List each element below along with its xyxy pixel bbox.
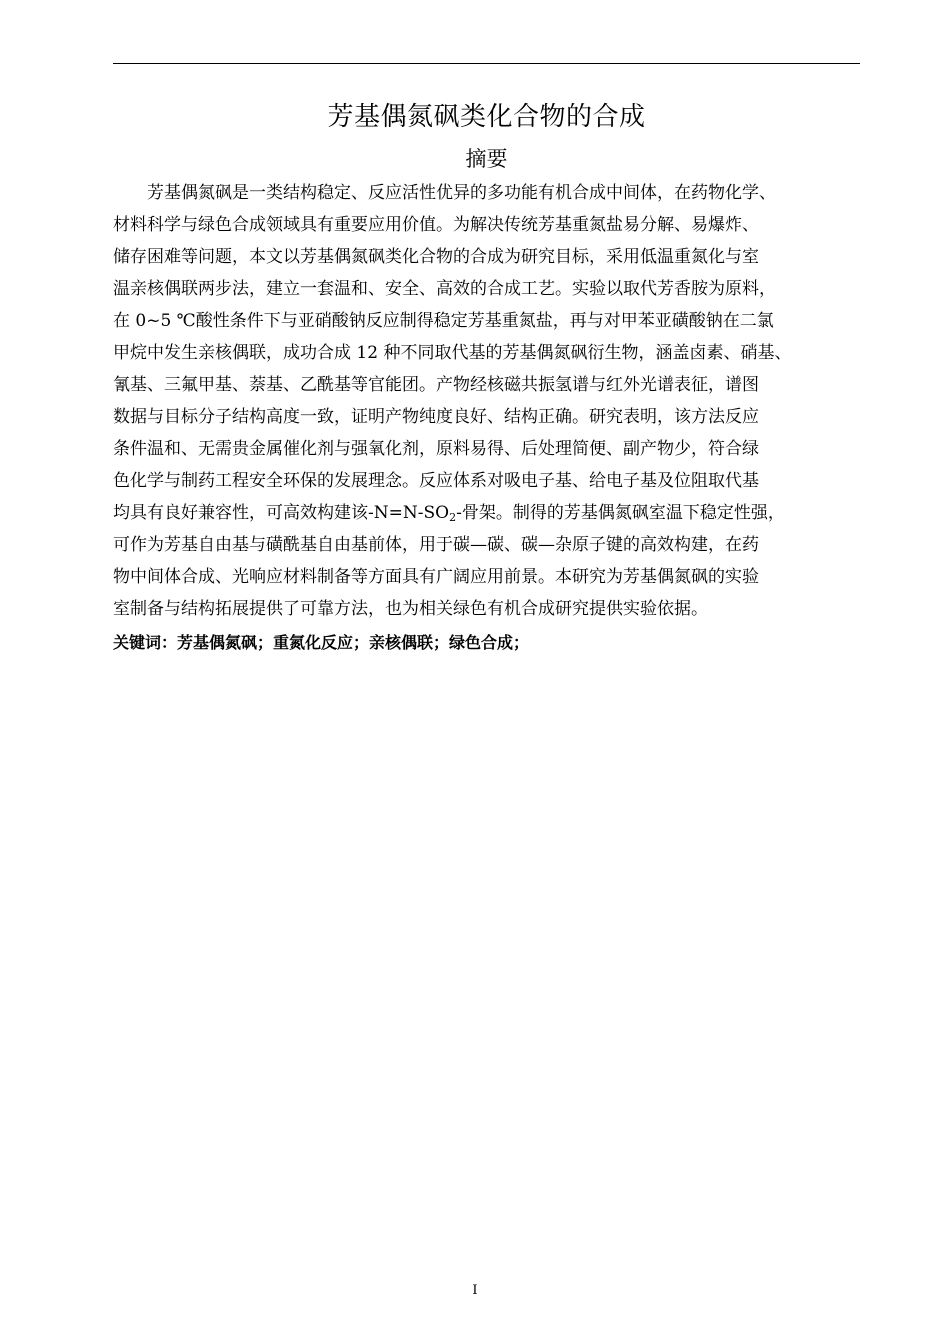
formula-text-before: 均具有良好兼容性，可高效构建该-N=N-SO bbox=[113, 503, 450, 523]
abstract-line: 芳基偶氮砜是一类结构稳定、反应活性优异的多功能有机合成中间体，在药物化学、 bbox=[147, 183, 776, 203]
abstract-line: 温亲核偶联两步法，建立一套温和、安全、高效的合成工艺。实验以取代芳香胺为原料， bbox=[113, 279, 776, 299]
keywords: 关键词：芳基偶氮砜；重氮化反应；亲核偶联；绿色合成； bbox=[113, 633, 530, 652]
abstract-line: 氰基、三氟甲基、萘基、乙酰基等官能团。产物经核磁共振氢谱与红外光谱表征，谱图 bbox=[113, 375, 759, 395]
abstract-line: 材料科学与绿色合成领域具有重要应用价值。为解决传统芳基重氮盐易分解、易爆炸、 bbox=[113, 215, 759, 235]
page-number: I bbox=[472, 1283, 478, 1298]
header-rule bbox=[113, 63, 860, 64]
abstract-line: 在 0~5 ℃酸性条件下与亚硝酸钠反应制得稳定芳基重氮盐，再与对甲苯亚磺酸钠在二氯 bbox=[113, 311, 774, 331]
abstract-line: 色化学与制药工程安全环保的发展理念。反应体系对吸电子基、给电子基及位阻取代基 bbox=[113, 471, 759, 491]
abstract-line: 室制备与结构拓展提供了可靠方法，也为相关绿色有机合成研究提供实验依据。 bbox=[113, 599, 708, 619]
abstract-body bbox=[113, 177, 860, 659]
abstract-line: 储存困难等问题，本文以芳基偶氮砜类化合物的合成为研究目标，采用低温重氮化与室 bbox=[113, 247, 759, 267]
abstract-line: 条件温和、无需贵金属催化剂与强氧化剂，原料易得、后处理简便、副产物少，符合绿 bbox=[113, 439, 759, 459]
abstract-heading: 摘要 bbox=[465, 147, 508, 171]
abstract-line: 可作为芳基自由基与磺酰基自由基前体，用于碳—碳、碳—杂原子键的高效构建，在药 bbox=[113, 535, 759, 555]
abstract-line: 数据与目标分子结构高度一致，证明产物纯度良好、结构正确。研究表明，该方法反应 bbox=[113, 407, 759, 427]
abstract-line-formula bbox=[113, 497, 860, 529]
abstract-line: 甲烷中发生亲核偶联，成功合成 12 种不同取代基的芳基偶氮砜衍生物，涵盖卤素、硝基、 bbox=[113, 343, 792, 363]
formula-text-after: -骨架。制得的芳基偶氮砜室温下稳定性强， bbox=[456, 503, 785, 523]
paper-title: 芳基偶氮砜类化合物的合成 bbox=[327, 102, 646, 132]
formula-subscript: 2 bbox=[449, 511, 457, 524]
abstract-line: 物中间体合成、光响应材料制备等方面具有广阔应用前景。本研究为芳基偶氮砜的实验 bbox=[113, 567, 759, 587]
